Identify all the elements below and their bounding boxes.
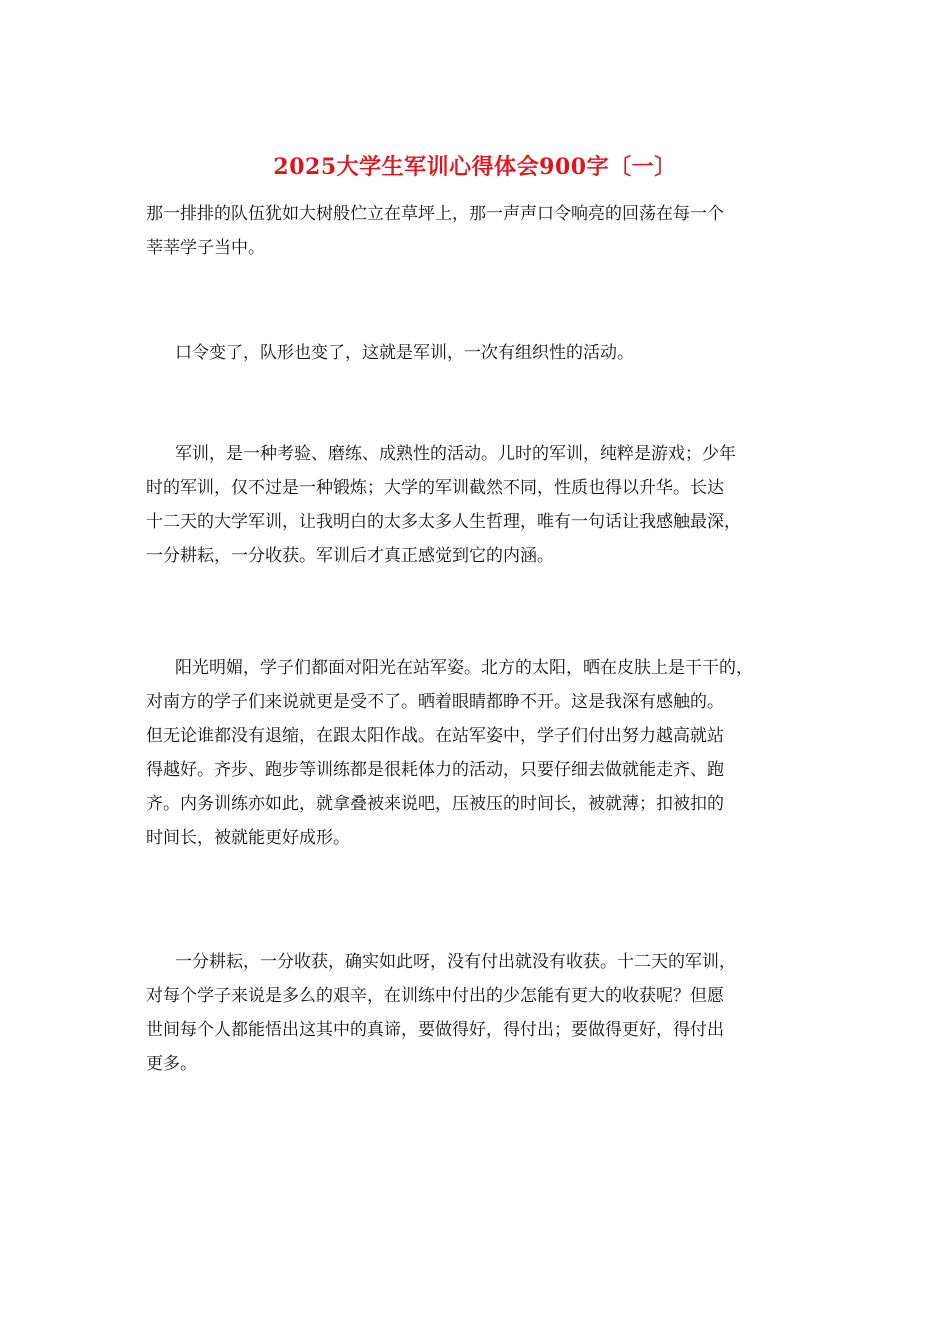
paragraph-line: 齐。内务训练亦如此，就拿叠被来说吧，压被压的时间长，被就薄；扣被扣的 (146, 794, 724, 814)
paragraph-line: 时的军训，仅不过是一种锻炼；大学的军训截然不同，性质也得以升华。长达 (146, 478, 724, 498)
paragraph-2 (146, 336, 826, 370)
paragraph-line: 莘莘学子当中。 (146, 238, 265, 258)
paragraph-1 (146, 197, 826, 265)
paragraph-line: 对南方的学子们来说就更是受不了。晒着眼睛都睁不开。这是我深有感触的。 (146, 692, 724, 712)
paragraph-line: 对每个学子来说是多么的艰辛，在训练中付出的少怎能有更大的收获呢？但愿 (146, 986, 724, 1006)
paragraph-3 (146, 437, 826, 573)
document-title: 2025大学生军训心得体会900字〔一〕 (273, 154, 677, 180)
paragraph-5 (146, 945, 826, 1081)
paragraph-line: 十二天的大学军训，让我明白的太多太多人生哲理，唯有一句话让我感触最深， (146, 512, 741, 532)
paragraph-line: 军训，是一种考验、磨练、成熟性的活动。儿时的军训，纯粹是游戏；少年 (175, 444, 736, 464)
paragraph-line: 阳光明媚，学子们都面对阳光在站军姿。北方的太阳，晒在皮肤上是干干的， (175, 658, 753, 678)
paragraph-line: 口令变了，队形也变了，这就是军训，一次有组织性的活动。 (175, 343, 634, 363)
paragraph-line: 得越好。齐步、跑步等训练都是很耗体力的活动，只要仔细去做就能走齐、跑 (146, 760, 724, 780)
paragraph-line: 一分耕耘，一分收获，确实如此呀，没有付出就没有收获。十二天的军训， (175, 952, 736, 972)
paragraph-line: 一分耕耘，一分收获。军训后才真正感觉到它的内涵。 (146, 546, 554, 566)
paragraph-line: 时间长，被就能更好成形。 (146, 828, 350, 848)
paragraph-line: 世间每个人都能悟出这其中的真谛，要做得好，得付出；要做得更好，得付出 (146, 1020, 724, 1040)
paragraph-line: 更多。 (146, 1054, 197, 1074)
paragraph-4 (146, 651, 826, 855)
paragraph-line: 那一排排的队伍犹如大树般伫立在草坪上，那一声声口令响亮的回荡在每一个 (146, 204, 724, 224)
paragraph-line: 但无论谁都没有退缩，在跟太阳作战。在站军姿中，学子们付出努力越高就站 (146, 726, 724, 746)
